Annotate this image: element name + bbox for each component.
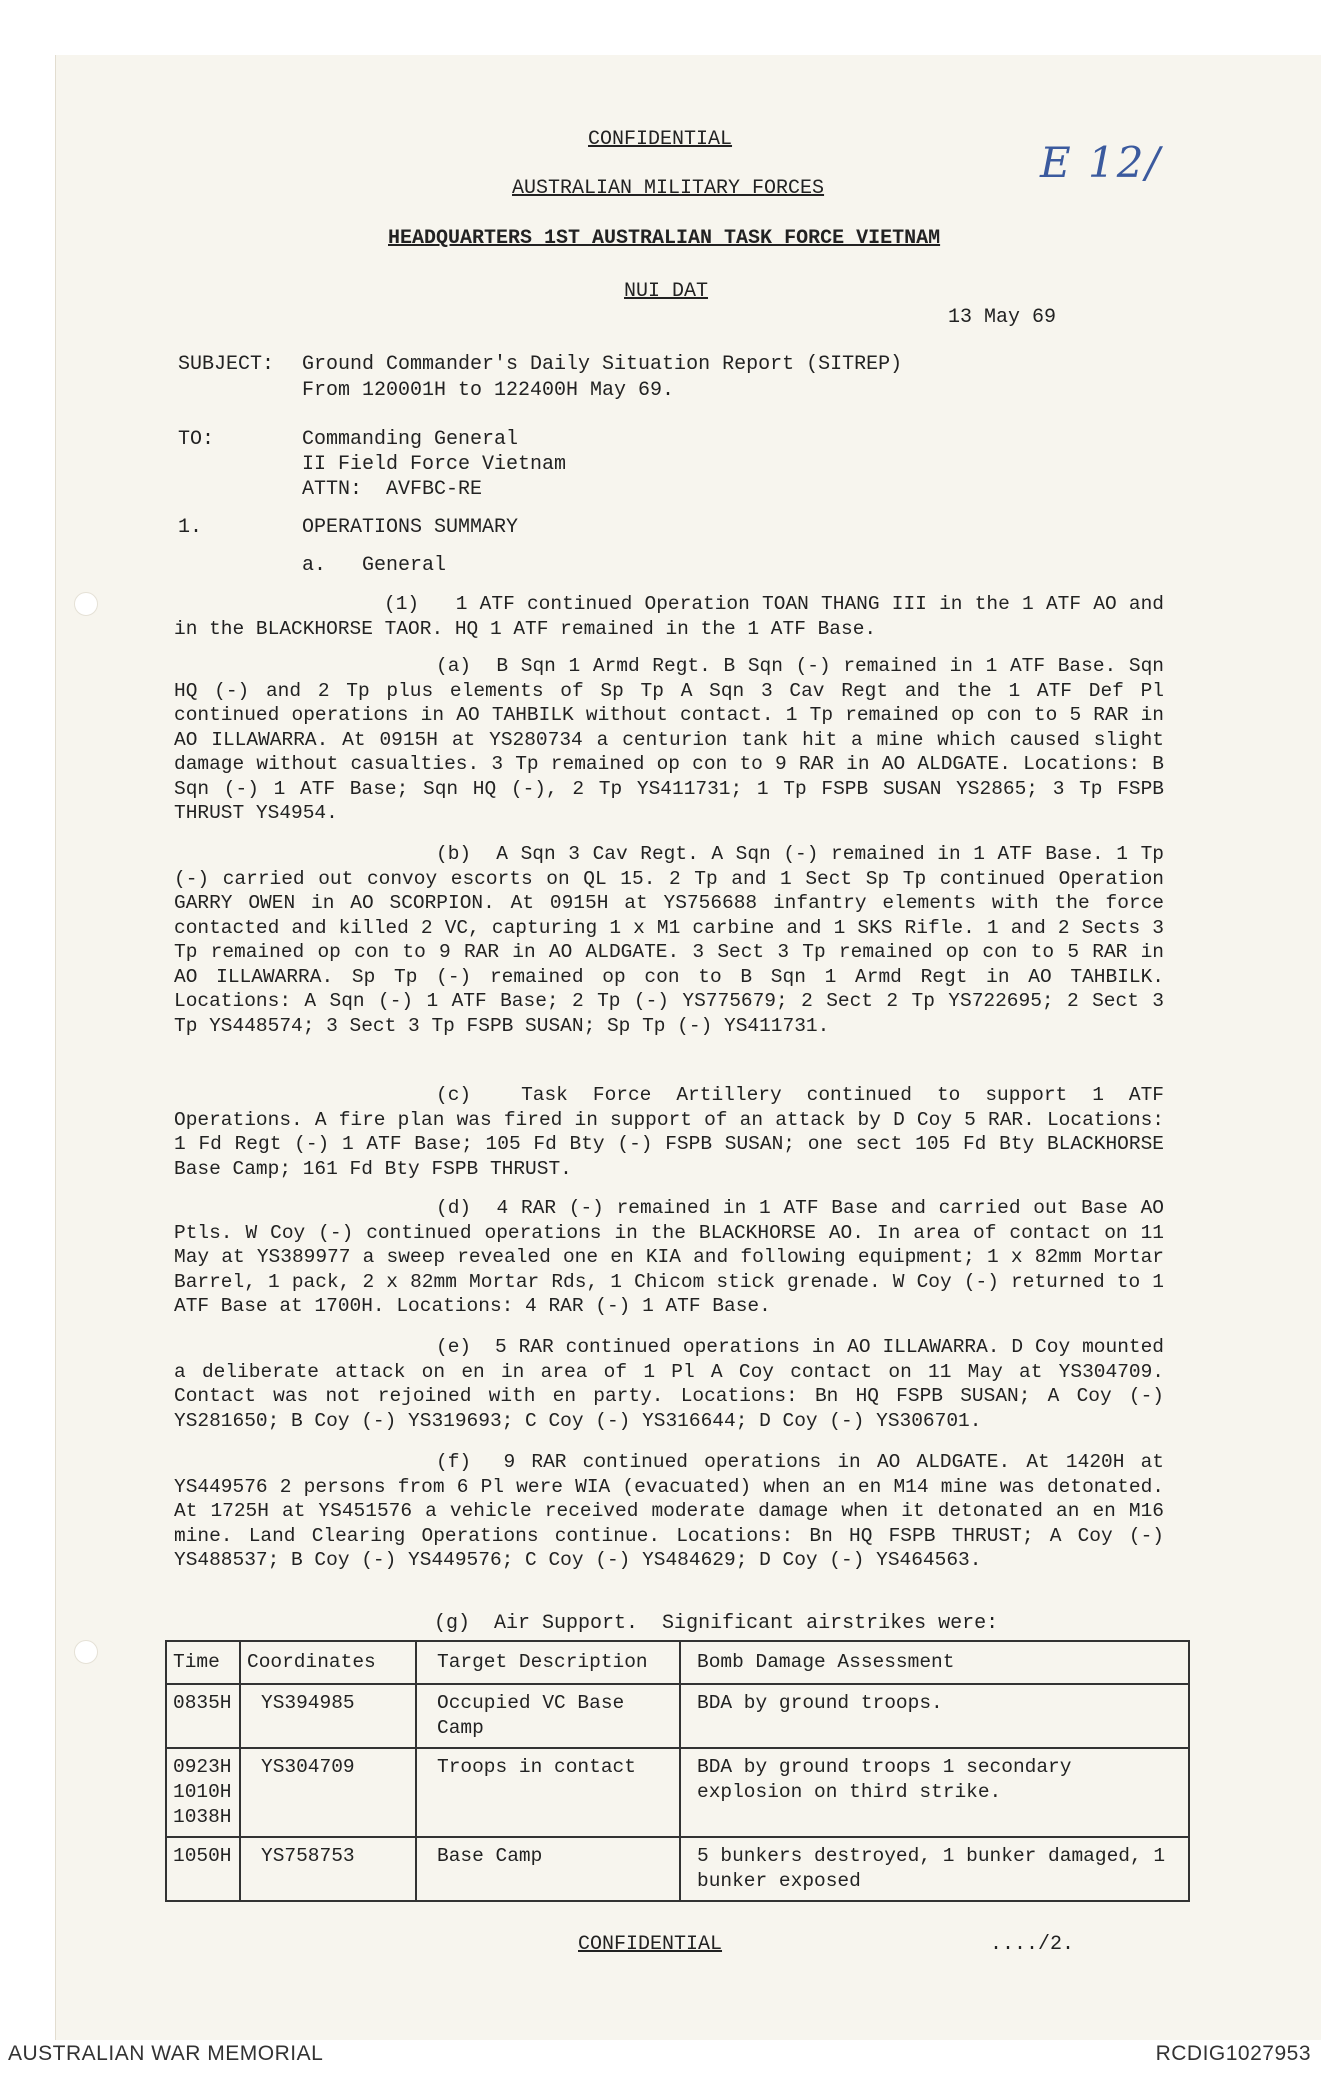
- punch-hole: [74, 1640, 98, 1664]
- paragraph-1: [174, 592, 1164, 641]
- column-header-bda: Bomb Damage Assessment: [680, 1641, 1189, 1684]
- paragraph-1-label: (1): [384, 593, 420, 615]
- paragraph-d-label: (d): [436, 1197, 472, 1219]
- archive-name: AUSTRALIAN WAR MEMORIAL: [8, 2042, 324, 2065]
- record-id: RCDIG1027953: [1155, 2042, 1311, 2065]
- page-continuation-marker: ..../2.: [990, 1933, 1075, 1956]
- paragraph-b: [174, 842, 1164, 1038]
- paragraph-c-label: (c): [436, 1084, 472, 1106]
- cell-bda: BDA by ground troops.: [680, 1684, 1189, 1748]
- punch-hole: [74, 592, 98, 616]
- classification-top: CONFIDENTIAL: [588, 128, 733, 151]
- subject-line-1: Ground Commander's Daily Situation Report (SITREP): [302, 353, 903, 376]
- paragraph-g-label: (g): [434, 1612, 471, 1635]
- paragraph-g: [434, 1611, 998, 1636]
- paragraph-e-text: 5 RAR continued operations in AO ILLAWARRA. D Coy mounted a deliberate attack on en in area of 1 Pl A Coy contact on 11 May at YS304709. Contact was not rejoined with en party. Locations: Bn HQ FSPB SUSAN; A Coy (-) YS281650; B Coy (-) YS319693; C Coy (-) YS316644; D Coy (-) YS306701.: [174, 1336, 1164, 1432]
- paragraph-b-label: (b): [436, 843, 472, 865]
- paragraph-g-text: Air Support. Significant airstrikes were:: [494, 1612, 999, 1635]
- cell-time: 1050H: [166, 1837, 240, 1901]
- airstrike-table: [165, 1640, 1190, 1902]
- column-header-coordinates: Coordinates: [240, 1641, 416, 1684]
- table-header-row: [166, 1641, 1189, 1684]
- organisation-heading: AUSTRALIAN MILITARY FORCES: [512, 177, 825, 200]
- cell-target: Troops in contact: [416, 1748, 680, 1837]
- cell-time: 0923H 1010H 1038H: [166, 1748, 240, 1837]
- section-title: OPERATIONS SUMMARY: [302, 516, 519, 539]
- cell-bda: 5 bunkers destroyed, 1 bunker damaged, 1 bunker exposed: [680, 1837, 1189, 1901]
- table-row: [166, 1837, 1189, 1901]
- paragraph-d: [174, 1196, 1164, 1319]
- paragraph-b-text: A Sqn 3 Cav Regt. A Sqn (-) remained in 1 ATF Base. 1 Tp (-) carried out convoy escorts on QL 15. 2 Tp and 1 Sect Sp Tp continued Operation GARRY OWEN in AO SCORPION. At 0915H at YS756688 infantry elements with the force contacted and killed 2 VC, capturing 1 x M1 carbine and 1 SKS Rifle. 1 and 2 Sects 3 Tp remained op con to 9 RAR in AO ALDGATE. 3 Sect 3 Tp remained op con to 5 RAR in AO ILLAWARRA. Sp Tp (-) remained op con to B Sqn 1 Armd Regt in AO TAHBILK. Locations: A Sqn (-) 1 ATF Base; 2 Tp (-) YS775679; 2 Sect 2 Tp YS722695; 2 Sect 3 Tp YS448574; 3 Sect 3 Tp FSPB SUSAN; Sp Tp (-) YS411731.: [174, 843, 1165, 1037]
- document-date: 13 May 69: [948, 306, 1057, 329]
- paragraph-a-text: B Sqn 1 Armd Regt. B Sqn (-) remained in 1 ATF Base. Sqn HQ (-) and 2 Tp plus elements of Sp Tp A Sqn 3 Cav Regt and the 1 ATF Def Pl continued operations in AO TAHBILK without contact. 1 Tp remained op con to 5 RAR in AO ILLAWARRA. At 0915H at YS280734 a centurion tank hit a mine which caused slight damage without casualties. 3 Tp remained op con to 9 RAR in AO ALDGATE. Locations: B Sqn (-) 1 ATF Base; Sqn HQ (-), 2 Tp YS411731; 1 Tp FSPB SUSAN YS2865; 3 Tp FSPB THRUST YS4954.: [174, 655, 1164, 824]
- cell-target: Base Camp: [416, 1837, 680, 1901]
- to-line-3: ATTN: AVFBC-RE: [302, 478, 483, 501]
- column-header-time: Time: [166, 1641, 240, 1684]
- paragraph-d-text: 4 RAR (-) remained in 1 ATF Base and carried out Base AO Ptls. W Coy (-) continued operations in the BLACKHORSE AO. In area of contact on 11 May at YS389977 a sweep revealed one en KIA and following equipment; 1 x 82mm Mortar Barrel, 1 pack, 2 x 82mm Mortar Rds, 1 Chicom stick grenade. W Coy (-) returned to 1 ATF Base at 1700H. Locations: 4 RAR (-) 1 ATF Base.: [174, 1197, 1165, 1317]
- classification-bottom: CONFIDENTIAL: [578, 1933, 723, 1956]
- paragraph-c: [174, 1083, 1164, 1181]
- section-number: 1.: [178, 516, 203, 539]
- paragraph-e-label: (e): [436, 1336, 472, 1358]
- subsection-label: a.: [302, 554, 327, 577]
- paragraph-f-text: 9 RAR continued operations in AO ALDGATE. At 1420H at YS449576 2 persons from 6 Pl were WIA (evacuated) when an en M14 mine was detonated. At 1725H at YS451576 a vehicle received moderate damage when it detonated an en M16 mine. Land Clearing Operations continue. Locations: Bn HQ FSPB THRUST; A Coy (-) YS488537; B Coy (-) YS449576; C Coy (-) YS484629; D Coy (-) YS464563.: [174, 1451, 1165, 1571]
- to-line-1: Commanding General: [302, 428, 519, 451]
- cell-time: 0835H: [166, 1684, 240, 1748]
- paragraph-a: [174, 654, 1164, 826]
- table-row: [166, 1684, 1189, 1748]
- table-row: [166, 1748, 1189, 1837]
- subject-label: SUBJECT:: [178, 353, 275, 376]
- cell-coordinates: YS758753: [240, 1837, 416, 1901]
- subsection-title: General: [362, 554, 447, 577]
- cell-bda: BDA by ground troops 1 secondary explosion on third strike.: [680, 1748, 1189, 1837]
- column-header-target: Target Description: [416, 1641, 680, 1684]
- paragraph-c-text: Task Force Artillery continued to support 1 ATF Operations. A fire plan was fired in support of an attack by D Coy 5 RAR. Locations: 1 Fd Regt (-) 1 ATF Base; 105 Fd Bty (-) FSPB SUSAN; one sect 105 Fd Bty BLACKHORSE Base Camp; 161 Fd Bty FSPB THRUST.: [174, 1084, 1164, 1180]
- cell-target: Occupied VC Base Camp: [416, 1684, 680, 1748]
- headquarters-heading: HEADQUARTERS 1ST AUSTRALIAN TASK FORCE VIETNAM: [388, 227, 941, 250]
- paragraph-f-label: (f): [436, 1451, 472, 1473]
- handwritten-reference: E 12/: [1040, 138, 1162, 187]
- paragraph-1-text: 1 ATF continued Operation TOAN THANG III in the 1 ATF AO and in the BLACKHORSE TAOR. HQ 1 ATF remained in the 1 ATF Base.: [174, 593, 1164, 640]
- cell-coordinates: YS394985: [240, 1684, 416, 1748]
- paragraph-f: [174, 1450, 1164, 1573]
- paragraph-e: [174, 1335, 1164, 1433]
- paragraph-a-label: (a): [436, 655, 472, 677]
- location-heading: NUI DAT: [624, 280, 709, 303]
- to-label: TO:: [178, 428, 215, 451]
- to-line-2: II Field Force Vietnam: [302, 453, 567, 476]
- cell-coordinates: YS304709: [240, 1748, 416, 1837]
- subject-line-2: From 120001H to 122400H May 69.: [302, 379, 675, 402]
